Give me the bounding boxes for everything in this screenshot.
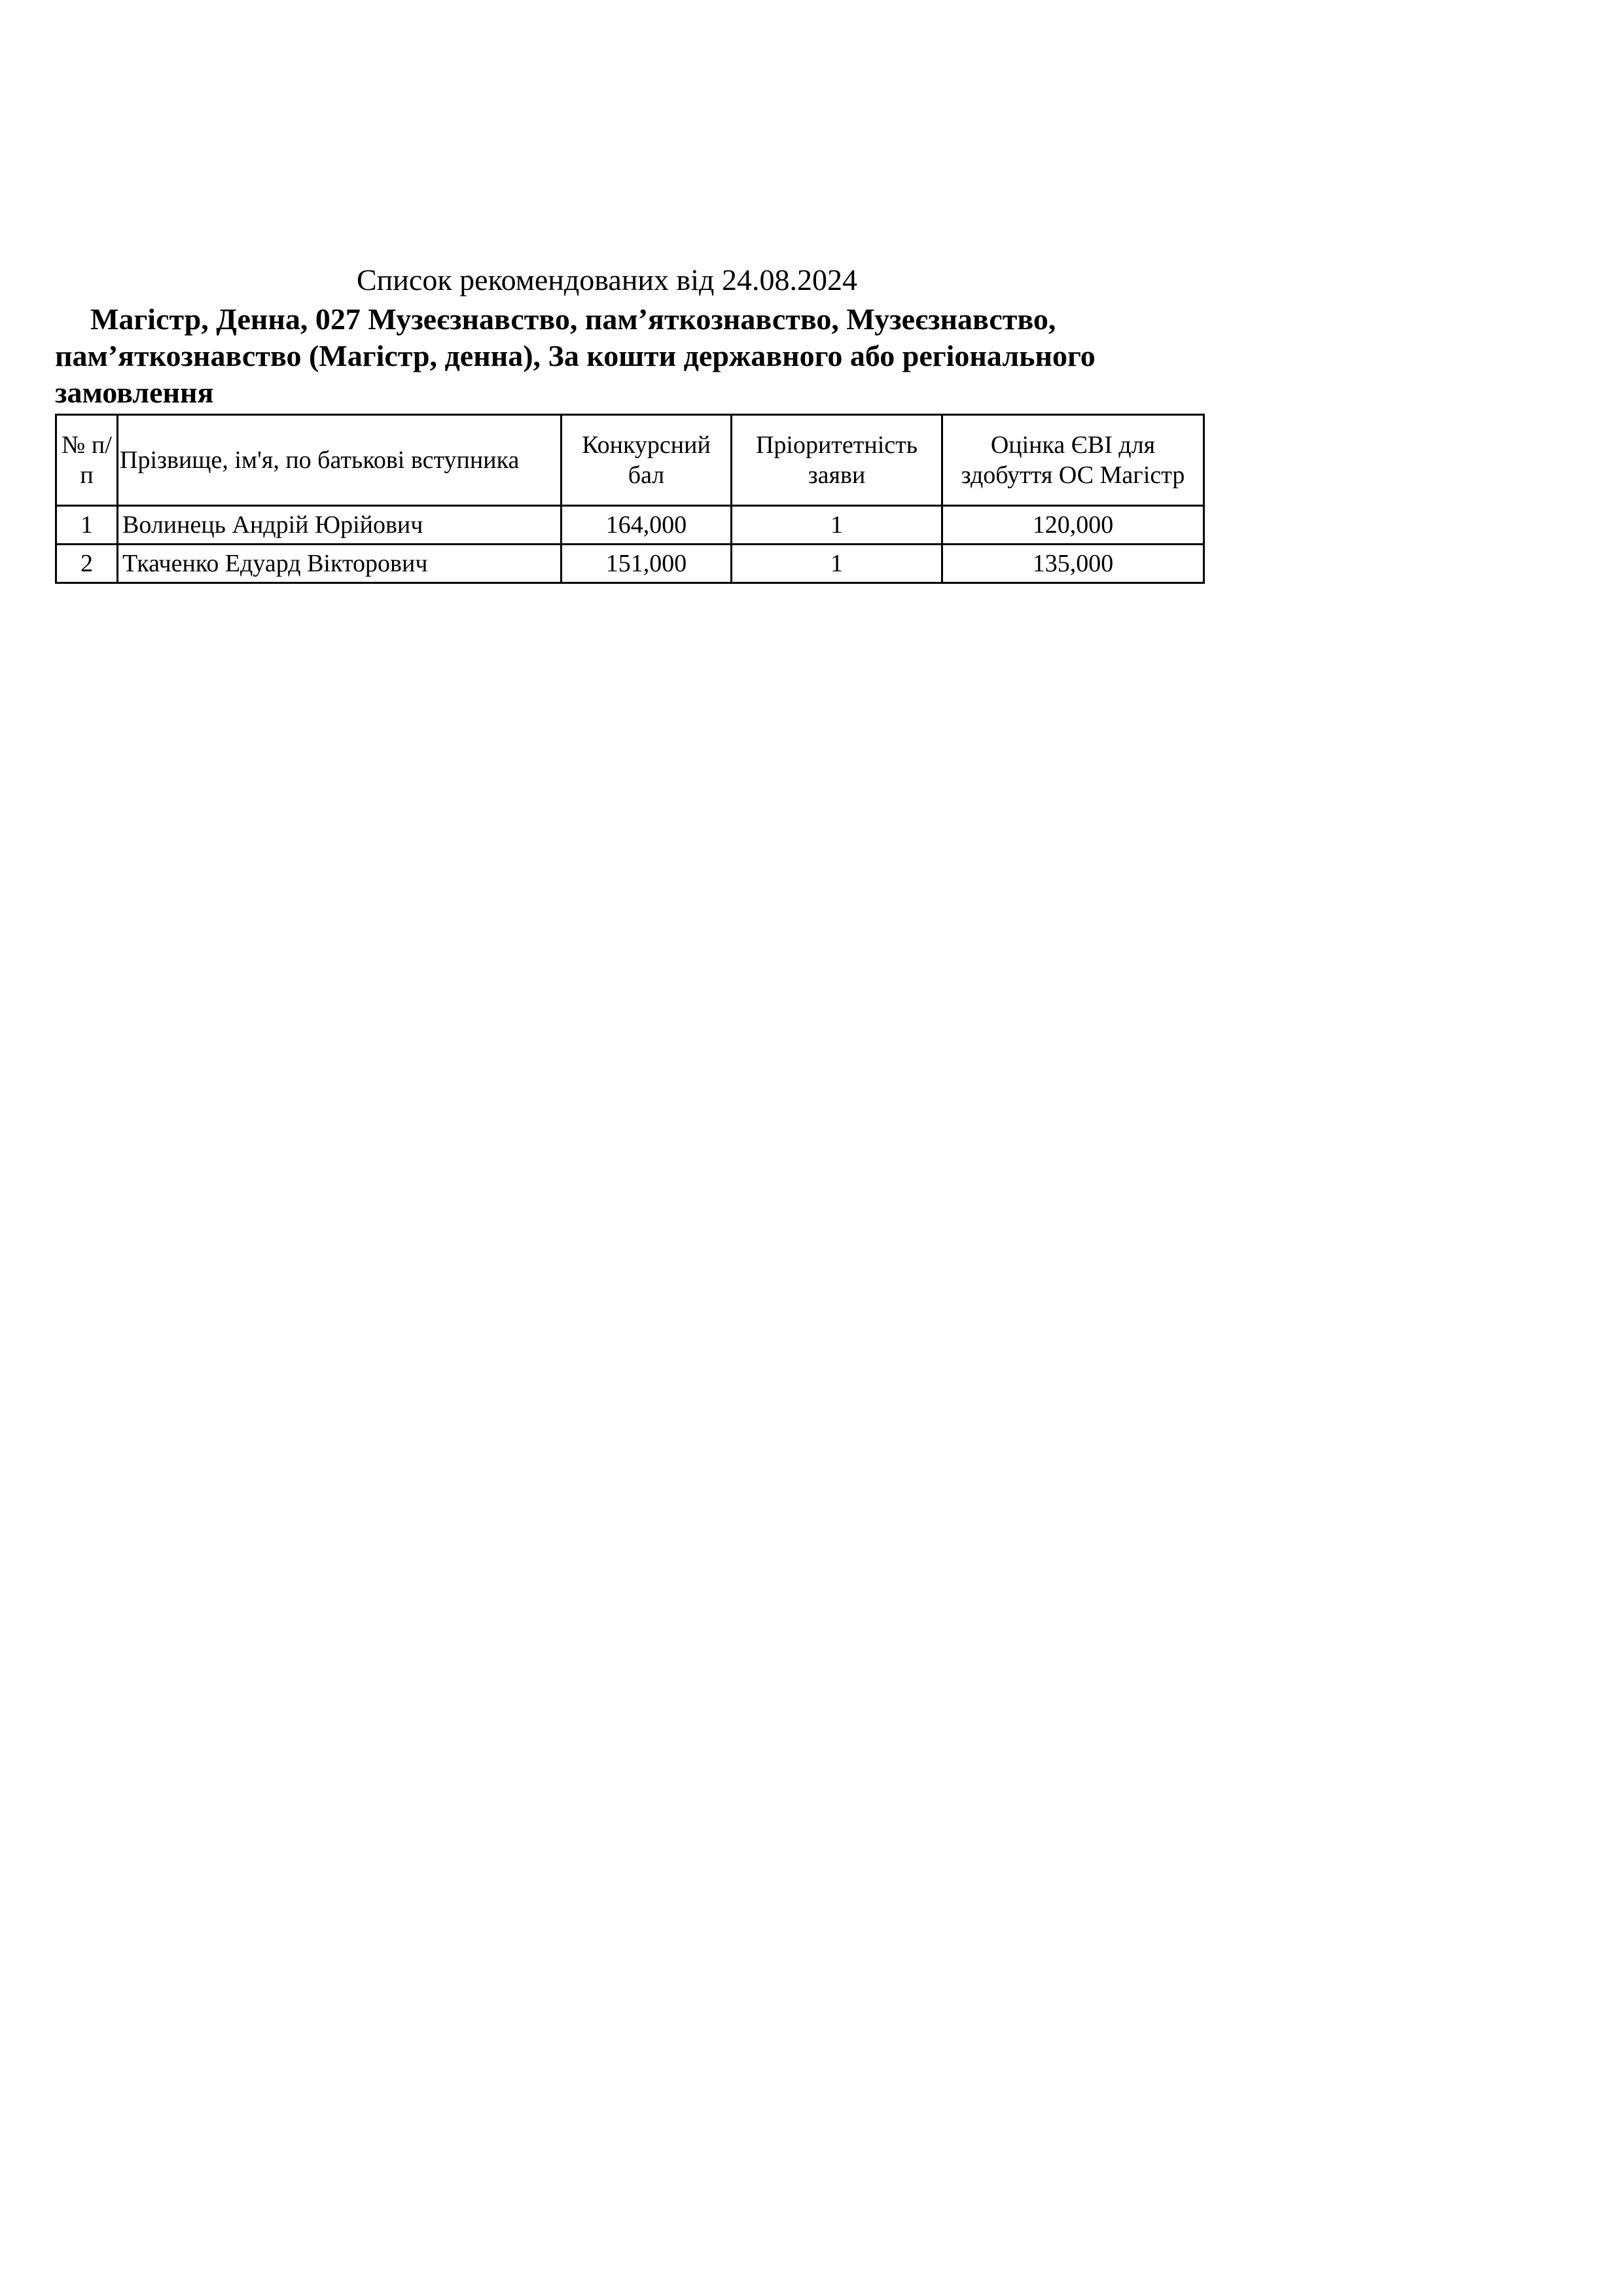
cell-number: 2 [56, 545, 118, 583]
cell-competition-score: 151,000 [562, 545, 732, 583]
cell-competition-score: 164,000 [562, 506, 732, 545]
header-full-name: Прізвище, ім'я, по батькові вступника [118, 415, 562, 506]
cell-full-name: Ткаченко Едуард Вікторович [118, 545, 562, 583]
header-application-priority: Пріоритетність заяви [732, 415, 942, 506]
document-title: Список рекомендованих від 24.08.2024 [357, 263, 857, 296]
header-number: № п/п [56, 415, 118, 506]
cell-full-name: Волинець Андрій Юрійович [118, 506, 562, 545]
cell-number: 1 [56, 506, 118, 545]
document-subtitle: Магістр, Денна, 027 Музеєзнавство, пам’яткознавство, Музеєзнавство, пам’яткознавство (Магістр, денна), За кошти державного або регіонального замовлення [55, 302, 1096, 409]
cell-application-priority: 1 [732, 506, 942, 545]
table-row [56, 506, 1204, 545]
table-header-row [56, 415, 1204, 506]
table-row [56, 545, 1204, 583]
header-competition-score: Конкурсний бал [562, 415, 732, 506]
cell-evi-score: 120,000 [942, 506, 1204, 545]
cell-application-priority: 1 [732, 545, 942, 583]
cell-evi-score: 135,000 [942, 545, 1204, 583]
recommended-list-table [55, 414, 1205, 584]
header-evi-score: Оцінка ЄВІ для здобуття ОС Магістр [942, 415, 1204, 506]
